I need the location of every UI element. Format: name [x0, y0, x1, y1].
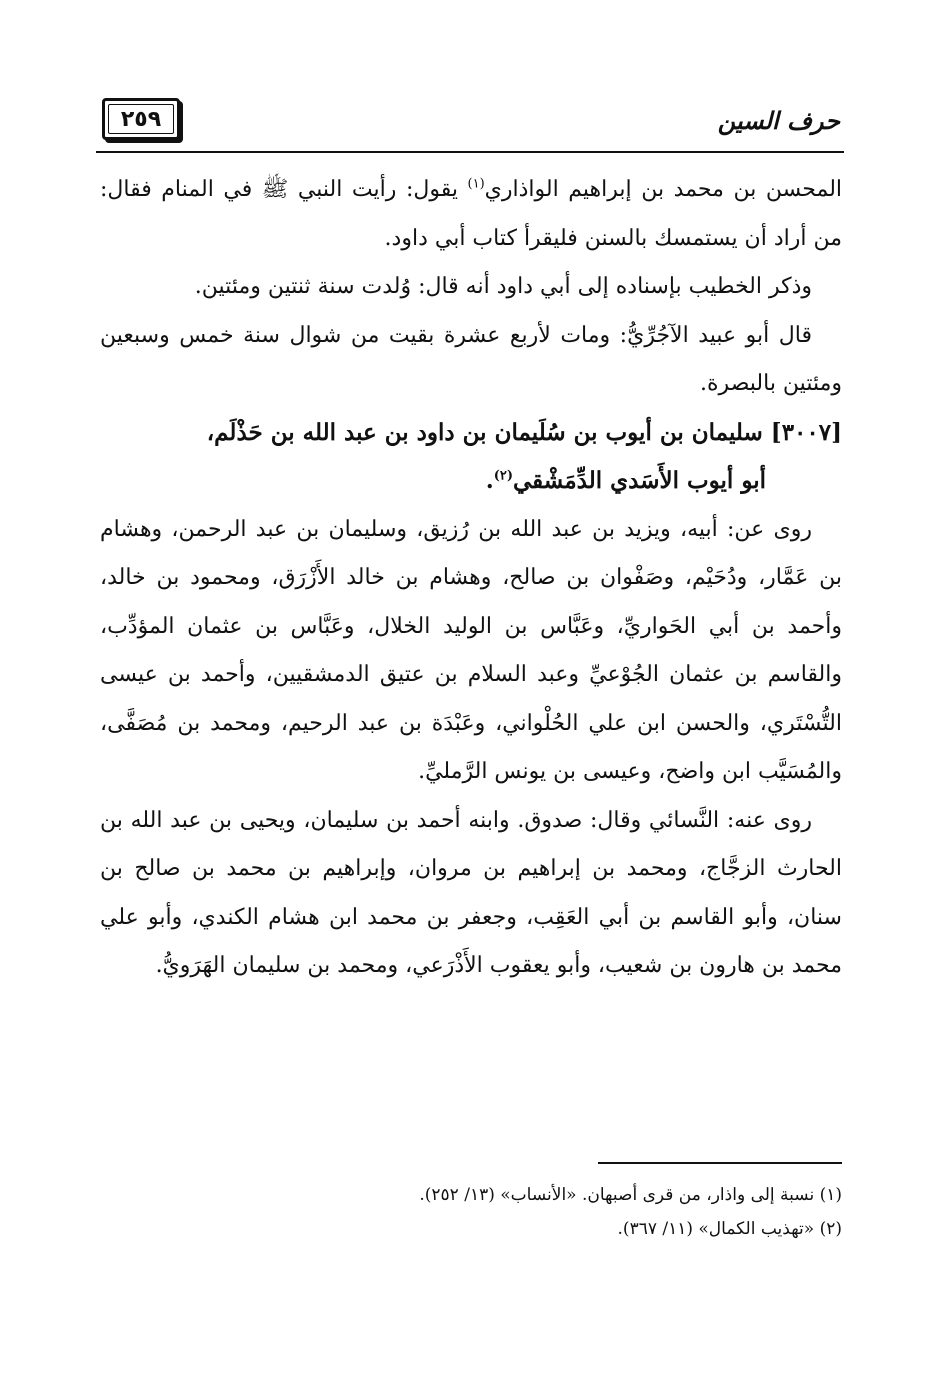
main-text	[100, 166, 842, 991]
running-title: حرف السين	[717, 106, 840, 135]
page-number: ٢٥٩	[120, 106, 162, 132]
paragraph-1-rest: يقول: رأيت النبي ﷺ في المنام فقال: من أراد أن يستمسك بالسنن فليقرأ كتاب أبي داود.	[100, 177, 842, 251]
footnote-ref-1: (١)	[467, 176, 485, 192]
entry-heading	[100, 409, 842, 506]
page-header	[96, 92, 844, 150]
entry-heading-line-2	[100, 457, 842, 506]
footnotes	[100, 1178, 842, 1246]
header-rule	[96, 151, 844, 153]
footnote-ref-2: (٢)	[493, 468, 513, 484]
page-number-frame	[102, 98, 180, 140]
paragraph-narrated-from: روى عن: أبيه، ويزيد بن عبد الله بن رُزيق، وسليمان بن عبد الرحمن، وهشام بن عَمَّار، ودُحَيْم، وصَفْوان بن صالح، وهشام بن خالد الأَزْرَق، ومحمود بن خالد، وأحمد بن أبي الحَواريِّ، وعَبَّاس بن الوليد الخلال، وعَبَّاس بن عثمان المؤدِّب، والقاسم بن عثمان الجُوْعيِّ وعبد السلام بن عتيق الدمشقيين، وأحمد بن عيسى التُّسْتَري، والحسن ابن علي الحُلْواني، وعَبْدَة بن عبد الرحيم، ومحمد بن مُصَفَّى، والمُسَيَّب ابن واضح، وعيسى بن يونس الرَّمليِّ.	[100, 516, 842, 784]
entry-heading-end: .	[485, 467, 494, 494]
paragraph-1-text: المحسن بن محمد بن إبراهيم الواذاري	[484, 177, 843, 202]
paragraph-narrated-by: روى عنه: النَّسائي وقال: صدوق. وابنه أحمد بن سليمان، ويحيى بن عبد الله بن الحارث الزجَّاج، ومحمد بن إبراهيم بن مروان، وإبراهيم بن محمد بن صالح بن سنان، وأبو القاسم بن أبي العَقِب، وجعفر بن محمد ابن هشام الكندي، وأبو علي محمد بن هارون بن شعيب، وأبو يعقوب الأَذْرَعي، ومحمد بن سليمان الهَرَويُّ.	[100, 807, 842, 978]
paragraph-2: وذكر الخطيب بإسناده إلى أبي داود أنه قال: وُلدت سنة ثنتين ومئتين.	[194, 274, 812, 299]
entry-heading-line-1: [٣٠٠٧] سليمان بن أيوب بن سُلَيمان بن داود بن عبد الله بن حَذْلَم،	[206, 418, 842, 446]
paragraph-3: قال أبو عبيد الآجُرِّيُّ: ومات لأربع عشرة بقيت من شوال سنة خمس وسبعين ومئتين بالبصرة.	[100, 322, 842, 396]
footnote-1: (١) نسبة إلى واذار، من قرى أصبهان. «الأنساب» (١٣/ ٢٥٢).	[419, 1185, 842, 1205]
entry-heading-name: أبو أيوب الأَسَدي الدِّمَشْقي	[513, 467, 766, 494]
paragraph-1	[100, 166, 842, 263]
footnote-rule	[598, 1162, 842, 1164]
footnote-2: (٢) «تهذيب الكمال» (١١/ ٣٦٧).	[617, 1219, 842, 1239]
